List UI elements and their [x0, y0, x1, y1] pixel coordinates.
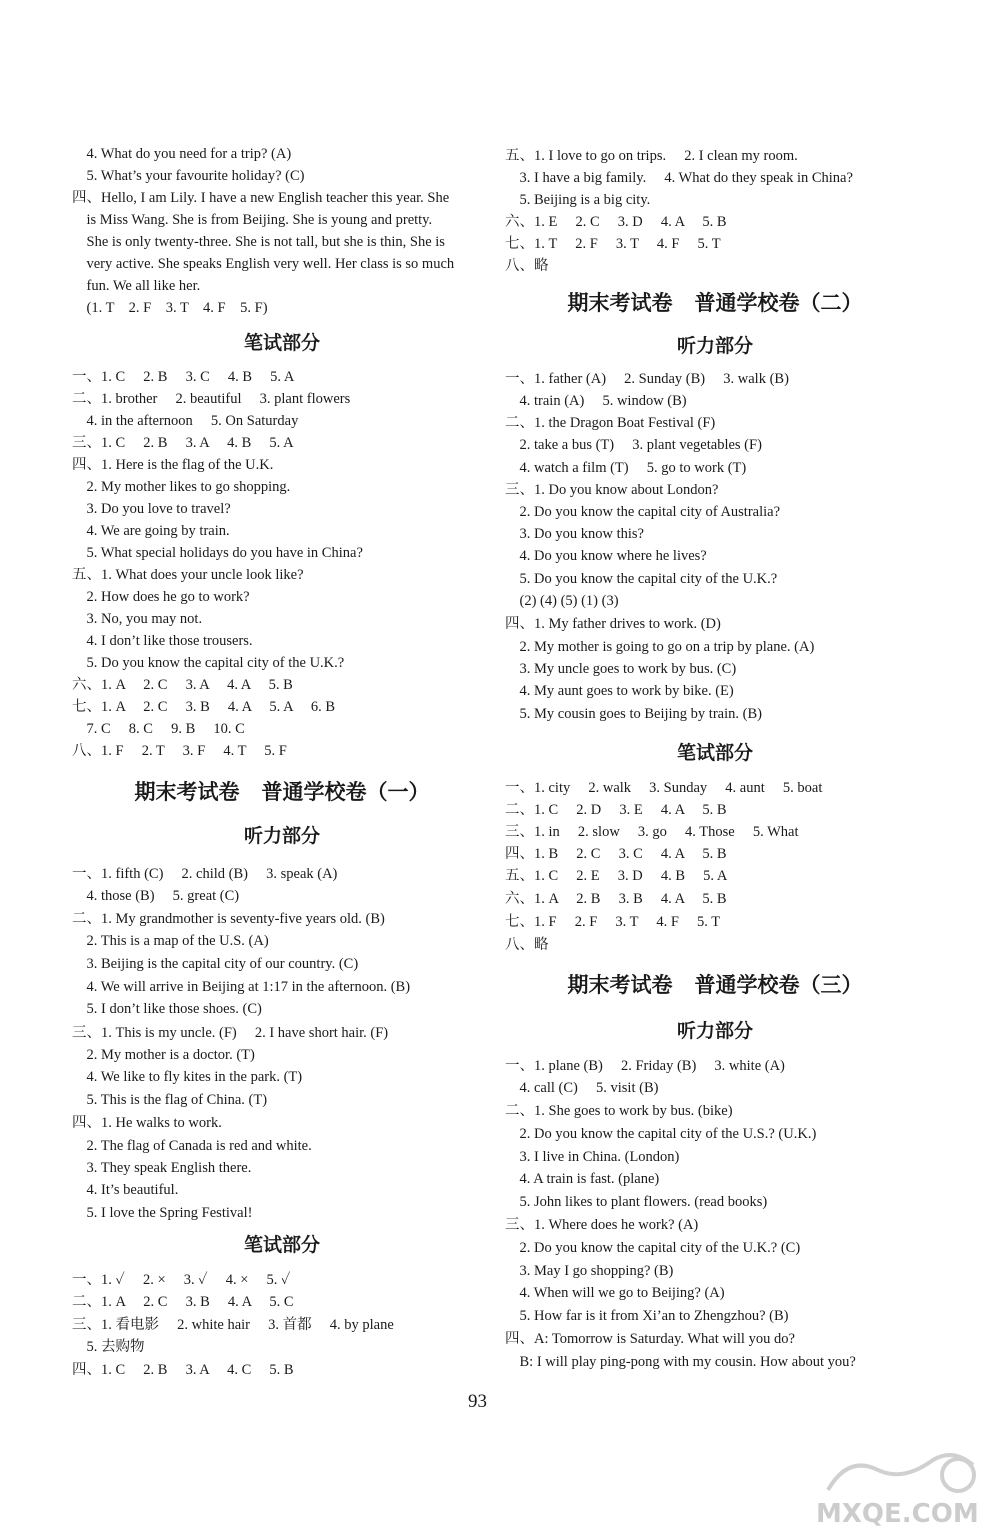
section-subtitle: 笔试部分	[676, 742, 753, 764]
answer-line: 一、1. C 2. B 3. C 4. B 5. A	[72, 369, 295, 385]
answer-line: 4. We will arrive in Beijing at 1:17 in the afternoon. (B)	[72, 979, 411, 995]
section-title: 期末考试卷 普通学校卷（二）	[567, 291, 863, 315]
answer-line: 5. This is the flag of China. (T)	[72, 1092, 268, 1108]
answer-line: 2. The flag of Canada is red and white.	[72, 1138, 312, 1154]
answer-line: 二、1. C 2. D 3. E 4. A 5. B	[505, 802, 727, 818]
answer-line: 四、1. He walks to work.	[72, 1115, 222, 1131]
answer-line: 二、1. A 2. C 3. B 4. A 5. C	[72, 1294, 294, 1310]
answer-line: 3. Do you know this?	[505, 526, 644, 542]
answer-line: 一、1. city 2. walk 3. Sunday 4. aunt 5. boat	[505, 780, 823, 796]
answer-line: 一、1. ✓ 2. × 3. ✓ 4. × 5. ✓	[72, 1272, 291, 1288]
answer-line: 2. This is a map of the U.S. (A)	[72, 933, 269, 949]
right-column	[505, 0, 945, 1400]
answer-line: 三、1. Do you know about London?	[505, 482, 719, 498]
answer-line: fun. We all like her.	[72, 278, 201, 294]
answer-line: 4. those (B) 5. great (C)	[72, 888, 240, 904]
section-title: 期末考试卷 普通学校卷（三）	[567, 973, 863, 997]
answer-line: 八、1. F 2. T 3. F 4. T 5. F	[72, 743, 287, 759]
answer-line: 3. I have a big family. 4. What do they speak in China?	[505, 170, 853, 186]
answer-line: 2. Do you know the capital city of Australia?	[505, 504, 781, 520]
answer-line: 三、1. This is my uncle. (F) 2. I have short hair. (F)	[72, 1025, 389, 1041]
section-subtitle: 听力部分	[243, 825, 320, 847]
answer-line: 3. Do you love to travel?	[72, 501, 231, 517]
answer-line: 5. I don’t like those shoes. (C)	[72, 1001, 262, 1017]
answer-line: 4. It’s beautiful.	[72, 1182, 179, 1198]
answer-line: 4. A train is fast. (plane)	[505, 1171, 660, 1187]
answer-line: 5. Do you know the capital city of the U.K.?	[505, 571, 778, 587]
answer-line: very active. She speaks English very well. Her class is so much	[72, 256, 455, 272]
answer-line: 7. C 8. C 9. B 10. C	[72, 721, 245, 737]
answer-line: 5. Beijing is a big city.	[505, 192, 651, 208]
section-subtitle: 笔试部分	[243, 1234, 320, 1256]
answer-line: is Miss Wang. She is from Beijing. She is young and pretty.	[72, 212, 433, 228]
answer-line: 七、1. T 2. F 3. T 4. F 5. T	[505, 236, 721, 252]
answer-line: 八、略	[505, 258, 549, 274]
answer-line: 4. Do you know where he lives?	[505, 548, 707, 564]
answer-line: 2. How does he go to work?	[72, 589, 250, 605]
answer-line: 二、1. My grandmother is seventy-five years old. (B)	[72, 911, 385, 927]
watermark-logo	[808, 1440, 988, 1530]
answer-line: 3. May I go shopping? (B)	[505, 1263, 674, 1279]
answer-line: 六、1. E 2. C 3. D 4. A 5. B	[505, 214, 727, 230]
answer-line: 三、1. Where does he work? (A)	[505, 1217, 699, 1233]
answer-line: 四、1. My father drives to work. (D)	[505, 616, 721, 632]
section-title: 期末考试卷 普通学校卷（一）	[134, 780, 430, 804]
answer-line: 4. What do you need for a trip? (A)	[72, 146, 292, 162]
answer-line: 六、1. A 2. C 3. A 4. A 5. B	[72, 677, 293, 693]
answer-line: 三、1. 看电影 2. white hair 3. 首都 4. by plane	[72, 1317, 394, 1333]
answer-line: 四、1. B 2. C 3. C 4. A 5. B	[505, 846, 727, 862]
page-number: 93	[468, 1391, 487, 1412]
answer-line: (1. T 2. F 3. T 4. F 5. F)	[72, 300, 268, 316]
answer-line: 二、1. the Dragon Boat Festival (F)	[505, 415, 716, 431]
answer-line: 5. How far is it from Xi’an to Zhengzhou? (B)	[505, 1308, 789, 1324]
answer-line: 3. My uncle goes to work by bus. (C)	[505, 661, 737, 677]
answer-line: 4. train (A) 5. window (B)	[505, 393, 687, 409]
answer-line: 2. Do you know the capital city of the U.K.? (C)	[505, 1240, 801, 1256]
answer-line: 4. We are going by train.	[72, 523, 230, 539]
answer-line: 5. John likes to plant flowers. (read books)	[505, 1194, 768, 1210]
answer-line: 四、A: Tomorrow is Saturday. What will you do?	[505, 1331, 795, 1347]
answer-line: 四、1. Here is the flag of the U.K.	[72, 457, 274, 473]
answer-line: 四、Hello, I am Lily. I have a new English teacher this year. She	[72, 190, 450, 206]
answer-line: 3. No, you may not.	[72, 611, 203, 627]
answer-line: 二、1. brother 2. beautiful 3. plant flowers	[72, 391, 351, 407]
answer-line: 一、1. plane (B) 2. Friday (B) 3. white (A)	[505, 1058, 785, 1074]
answer-line: 5. 去购物	[72, 1339, 145, 1355]
answer-line: 七、1. F 2. F 3. T 4. F 5. T	[505, 914, 721, 930]
answer-line: 2. My mother is going to go on a trip by plane. (A)	[505, 639, 815, 655]
answer-line: 5. What special holidays do you have in China?	[72, 545, 363, 561]
answer-line: 4. We like to fly kites in the park. (T)	[72, 1069, 303, 1085]
answer-line: 5. Do you know the capital city of the U.K.?	[72, 655, 345, 671]
answer-line: 八、略	[505, 937, 549, 953]
answer-line: 四、1. C 2. B 3. A 4. C 5. B	[72, 1362, 294, 1378]
answer-line: 七、1. A 2. C 3. B 4. A 5. A 6. B	[72, 699, 336, 715]
answer-line: 六、1. A 2. B 3. B 4. A 5. B	[505, 891, 727, 907]
answer-line: 4. call (C) 5. visit (B)	[505, 1080, 659, 1096]
section-subtitle: 听力部分	[676, 1020, 753, 1042]
answer-line: 五、1. I love to go on trips. 2. I clean my room.	[505, 148, 798, 164]
section-subtitle: 笔试部分	[243, 332, 320, 354]
answer-line: 3. They speak English there.	[72, 1160, 252, 1176]
answer-line: (2) (4) (5) (1) (3)	[505, 593, 619, 609]
answer-line: 2. My mother is a doctor. (T)	[72, 1047, 255, 1063]
answer-line: 3. I live in China. (London)	[505, 1149, 680, 1165]
answer-line: 2. take a bus (T) 3. plant vegetables (F)	[505, 437, 762, 453]
answer-line: 5. My cousin goes to Beijing by train. (B)	[505, 706, 762, 722]
answer-line: 三、1. C 2. B 3. A 4. B 5. A	[72, 435, 294, 451]
answer-line: B: I will play ping-pong with my cousin. How about you?	[505, 1354, 856, 1370]
answer-line: 4. I don’t like those trousers.	[72, 633, 253, 649]
answer-line: 一、1. father (A) 2. Sunday (B) 3. walk (B)	[505, 371, 789, 387]
answer-line: 4. My aunt goes to work by bike. (E)	[505, 683, 734, 699]
svg-text:MXQE.COM: MXQE.COM	[816, 1499, 979, 1529]
answer-line: 五、1. C 2. E 3. D 4. B 5. A	[505, 868, 728, 884]
answer-line: 5. I love the Spring Festival!	[72, 1205, 253, 1221]
answer-line: 4. watch a film (T) 5. go to work (T)	[505, 460, 747, 476]
answer-line: 二、1. She goes to work by bus. (bike)	[505, 1103, 733, 1119]
answer-line: 2. Do you know the capital city of the U.S.? (U.K.)	[505, 1126, 817, 1142]
answer-line: 4. When will we go to Beijing? (A)	[505, 1285, 725, 1301]
answer-line: 三、1. in 2. slow 3. go 4. Those 5. What	[505, 824, 799, 840]
answer-line: 一、1. fifth (C) 2. child (B) 3. speak (A)	[72, 866, 338, 882]
answer-line: 五、1. What does your uncle look like?	[72, 567, 304, 583]
section-subtitle: 听力部分	[676, 335, 753, 357]
answer-line: 4. in the afternoon 5. On Saturday	[72, 413, 299, 429]
answer-line: 5. What’s your favourite holiday? (C)	[72, 168, 305, 184]
left-column	[72, 0, 512, 1400]
answer-line: She is only twenty-three. She is not tall, but she is thin, She is	[72, 234, 445, 250]
answer-line: 3. Beijing is the capital city of our country. (C)	[72, 956, 359, 972]
answer-line: 2. My mother likes to go shopping.	[72, 479, 291, 495]
